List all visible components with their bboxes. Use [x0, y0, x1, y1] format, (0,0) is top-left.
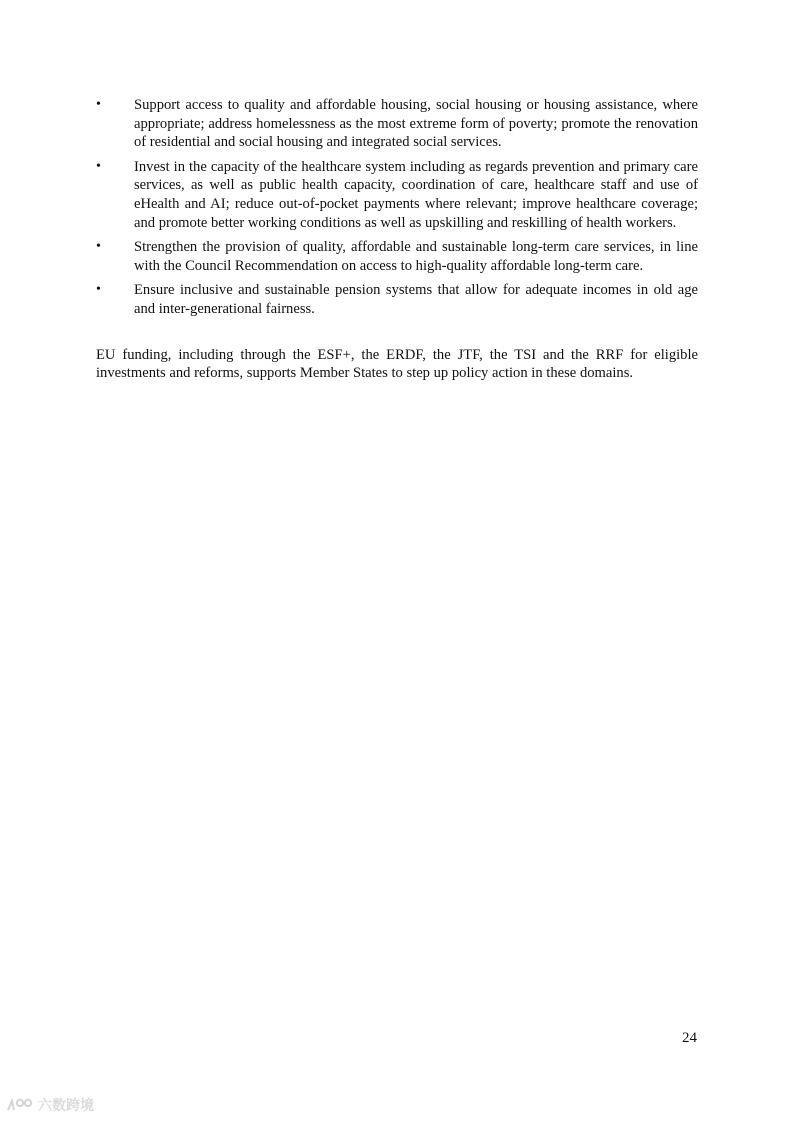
bullet-text: Invest in the capacity of the healthcare system including as regards prevention and primary care services, as well as public health capacity, coordination of care, healthcare staff and use of eHealth and AI; reduce out-of-pocket payments where relevant; improve healthcare coverage; and promote better working conditions as well as upskilling and reskilling of health workers. — [134, 158, 698, 231]
watermark-text: 六数跨境 — [38, 1098, 94, 1114]
bullet-text: Ensure inclusive and sustainable pension systems that allow for adequate incomes in old age and inter-generational fairness. — [134, 282, 698, 317]
eu-funding-paragraph: EU funding, including through the ESF+, the ERDF, the JTF, the TSI and the RRF for eligible investments and reforms, supports Member States to step up policy action in these domains. — [96, 346, 698, 382]
page-content — [96, 96, 698, 397]
bullet-marker: • — [96, 282, 101, 298]
bullet-text: Support access to quality and affordable housing, social housing or housing assistance, where appropriate; address homelessness as the most extreme form of poverty; promote the renovation of residential and social housing and integrated social services. — [134, 97, 698, 151]
logo-icon — [6, 1098, 34, 1112]
bullet-item-pensions — [96, 281, 698, 318]
bullet-marker: • — [96, 158, 101, 174]
bullet-item-healthcare — [96, 158, 698, 232]
bullet-item-long-term-care — [96, 238, 698, 275]
watermark — [6, 1095, 94, 1115]
bullet-marker: • — [96, 97, 101, 112]
bullet-item-housing — [96, 96, 698, 152]
page-number: 24 — [682, 1030, 697, 1046]
bullet-text: Strengthen the provision of quality, affordable and sustainable long-term care services, in line with the Council Recommendation on access to high-quality affordable long-term care. — [134, 239, 698, 274]
bullet-marker: • — [96, 239, 101, 255]
bullet-list — [96, 96, 698, 319]
